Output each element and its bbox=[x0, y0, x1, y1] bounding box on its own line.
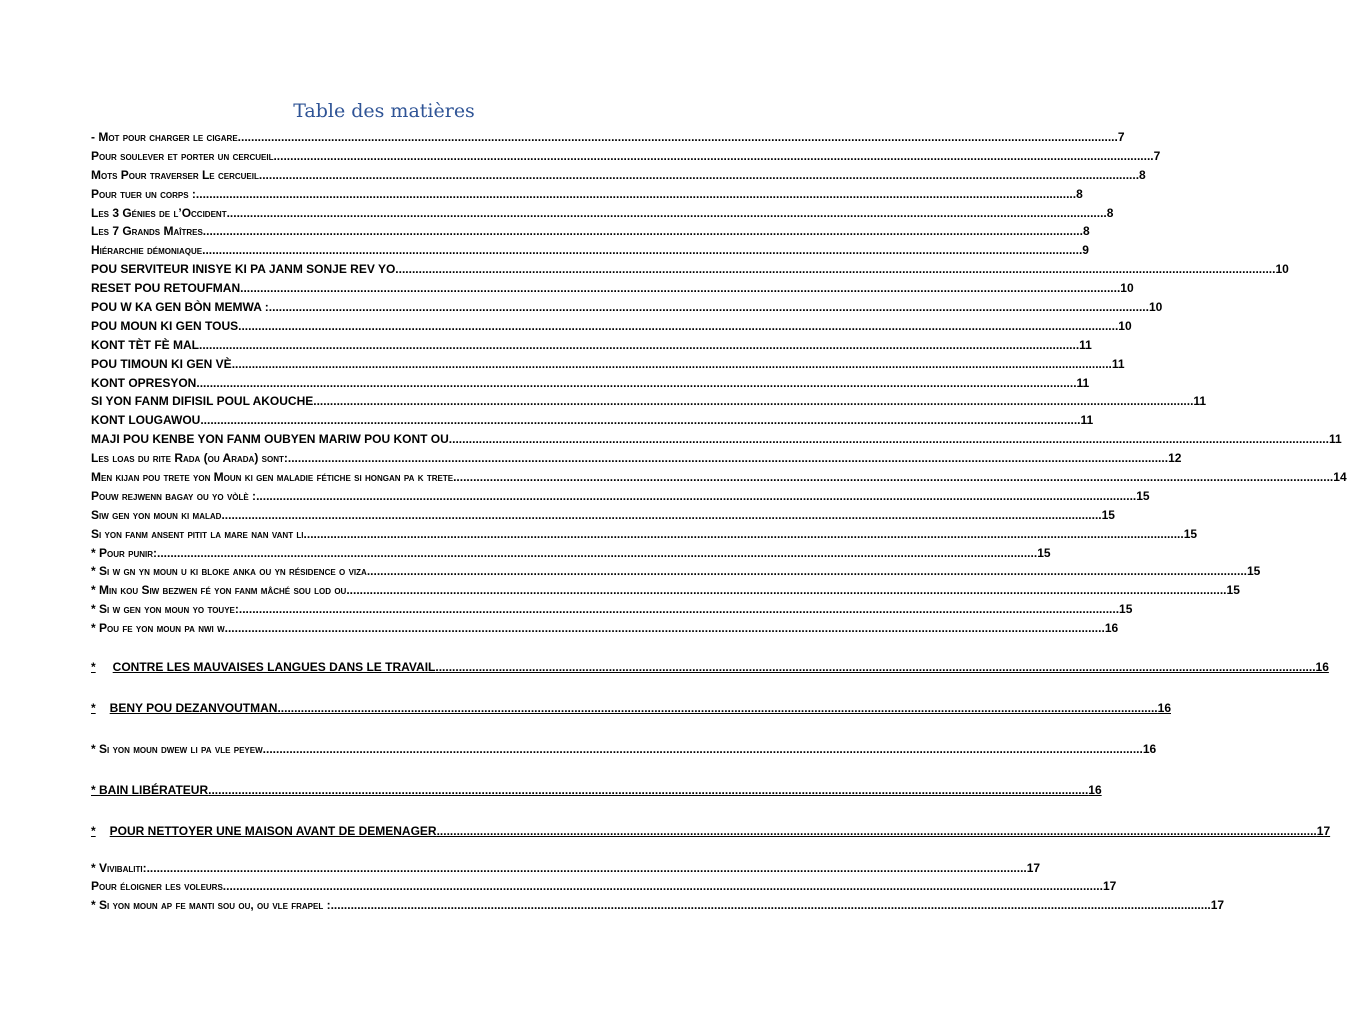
toc-entry[interactable] bbox=[91, 204, 1114, 223]
toc-leader bbox=[223, 877, 1103, 896]
toc-entry-text: SI YON FANM DIFISIL POUL AKOUCHE bbox=[91, 394, 314, 409]
toc-entry-text: Mots Pour traverser Le cercueil bbox=[91, 167, 259, 182]
toc-entry-text: * Si yon moun ap fe manti sou ou, ou vle frapel : bbox=[91, 898, 331, 913]
toc-entry-text: Men kijan pou trete yon Moun ki gen maladie fétiche si hongan pa k trete bbox=[91, 470, 454, 485]
toc-leader bbox=[331, 896, 1211, 915]
toc-leader bbox=[263, 740, 1143, 759]
toc-entry[interactable] bbox=[91, 279, 1134, 298]
toc-leader bbox=[395, 260, 1275, 279]
toc-leader bbox=[147, 859, 1027, 878]
toc-page-number: 16 bbox=[1157, 700, 1171, 715]
toc-entry-text: * Si w gen yon moun yo touye: bbox=[91, 602, 239, 617]
toc-page-number: 11 bbox=[1111, 356, 1125, 371]
toc-entry-text: Hiérarchie démoniaque bbox=[91, 243, 203, 258]
toc-page-number: 8 bbox=[1139, 167, 1146, 182]
toc-entry[interactable] bbox=[91, 260, 1289, 279]
toc-leader bbox=[240, 279, 1120, 298]
toc-page-number: 11 bbox=[1328, 432, 1342, 447]
toc-entry-label: BENY POU DEZANVOUTMAN bbox=[109, 700, 278, 715]
toc-leader bbox=[449, 430, 1329, 449]
toc-entry-text: POU TIMOUN KI GEN VÈ bbox=[91, 356, 232, 371]
toc-entry-text: * Vivibaliti: bbox=[91, 860, 147, 875]
toc-entry-text: - Mot pour charger le cigare bbox=[91, 130, 238, 144]
toc-entry-text: POU SERVITEUR INISYE KI PA JANM SONJE REV YO bbox=[91, 262, 396, 277]
toc-page-number: 17 bbox=[1316, 823, 1331, 838]
toc-entry-text: KONT LOUGAWOU bbox=[91, 413, 201, 428]
toc-entry-text: * Pou fe yon moun pa nwi w bbox=[91, 621, 225, 636]
toc-page-number: 7 bbox=[1117, 130, 1125, 144]
toc-page-number: 16 bbox=[1088, 782, 1102, 797]
toc-page-number: 16 bbox=[1104, 621, 1119, 636]
toc-leader bbox=[203, 222, 1083, 241]
toc-page-number: 15 bbox=[1119, 602, 1133, 617]
toc-entry-text: Pour éloigner les voleurs bbox=[91, 879, 223, 894]
toc-entry[interactable] bbox=[91, 506, 1115, 525]
toc-leader bbox=[157, 544, 1037, 563]
toc-bullet: * bbox=[91, 700, 96, 715]
toc-leader bbox=[346, 581, 1226, 600]
toc-leader bbox=[238, 128, 1118, 147]
toc-page-number: 15 bbox=[1226, 583, 1240, 598]
toc-leader bbox=[199, 336, 1079, 355]
toc-page-number: 11 bbox=[1193, 394, 1207, 409]
toc-leader bbox=[367, 562, 1247, 581]
toc-leader bbox=[259, 166, 1139, 185]
toc-page-number: 17 bbox=[1210, 898, 1225, 913]
toc-entry[interactable] bbox=[91, 699, 1171, 718]
toc-entry[interactable] bbox=[91, 740, 1157, 759]
toc-leader bbox=[227, 204, 1107, 223]
toc-page-number: 14 bbox=[1333, 470, 1347, 485]
toc-entry-text: * Si w gn yn moun u ki bloke anka ou yn résidence o viza bbox=[91, 564, 367, 579]
toc-entry[interactable] bbox=[91, 336, 1092, 355]
toc-page-number: 10 bbox=[1118, 318, 1132, 333]
toc-entry-text: * Min kou Siw bezwen fé yon fanm mâché sou lod ou bbox=[91, 583, 347, 598]
toc-entry-text: Pour tuer un corps : bbox=[91, 186, 196, 201]
toc-leader bbox=[239, 600, 1119, 619]
toc-leader bbox=[221, 506, 1101, 525]
toc-entry-text: KONT OPRESYON bbox=[91, 375, 197, 390]
toc-entry[interactable] bbox=[91, 468, 1347, 487]
toc-page-number: 17 bbox=[1026, 860, 1041, 875]
toc-entry[interactable] bbox=[91, 392, 1207, 411]
toc-page-number: 17 bbox=[1102, 879, 1117, 894]
toc-entry-text bbox=[91, 822, 437, 841]
toc-leader bbox=[437, 822, 1317, 841]
toc-entry[interactable] bbox=[91, 562, 1261, 581]
toc-leader bbox=[208, 781, 1088, 800]
toc-leader bbox=[256, 487, 1136, 506]
toc-page-number: 7 bbox=[1153, 148, 1161, 163]
toc-entry[interactable] bbox=[91, 411, 1094, 430]
toc-page-number: 15 bbox=[1037, 545, 1051, 560]
toc-entry-text: Les 3 Génies de l’Occident bbox=[91, 205, 227, 220]
toc-bullet: * bbox=[91, 660, 96, 675]
toc-entry[interactable] bbox=[91, 298, 1163, 317]
toc-entry[interactable] bbox=[91, 241, 1089, 260]
toc-page-number: 8 bbox=[1106, 205, 1114, 220]
toc-entry[interactable] bbox=[91, 166, 1146, 185]
toc-leader bbox=[196, 374, 1076, 393]
toc-page-number: 16 bbox=[1142, 741, 1157, 756]
toc-entry[interactable] bbox=[91, 896, 1225, 915]
toc-entry-text: KONT TÈT FÈ MAL bbox=[91, 337, 199, 352]
toc-entry-text: MAJI POU KENBE YON FANM OUBYEN MARIW POU KONT OU bbox=[91, 432, 449, 447]
toc-entry[interactable] bbox=[91, 658, 1329, 677]
toc-page-number: 15 bbox=[1101, 507, 1115, 522]
toc-entry-text bbox=[91, 658, 435, 677]
toc-page-number: 10 bbox=[1148, 300, 1163, 315]
toc-leader bbox=[288, 449, 1168, 468]
toc-leader bbox=[277, 699, 1157, 718]
toc-page-number: 15 bbox=[1136, 488, 1150, 503]
toc-leader bbox=[225, 619, 1105, 638]
toc-page-number: 11 bbox=[1080, 413, 1094, 428]
toc-page-number: 15 bbox=[1183, 526, 1198, 541]
toc-entry[interactable] bbox=[91, 600, 1133, 619]
toc-entry[interactable] bbox=[91, 581, 1240, 600]
table-of-contents bbox=[91, 128, 1347, 915]
toc-page-number: 11 bbox=[1079, 337, 1092, 352]
toc-page-number: 10 bbox=[1120, 281, 1134, 296]
toc-entry-text: Si yon fanm ansent pitit la mare nan vant li bbox=[91, 526, 304, 541]
toc-page-number: 9 bbox=[1082, 243, 1089, 258]
toc-leader bbox=[232, 355, 1112, 374]
toc-leader bbox=[269, 298, 1149, 317]
toc-leader bbox=[273, 147, 1153, 166]
toc-entry[interactable] bbox=[91, 781, 1102, 800]
toc-entry[interactable] bbox=[91, 128, 1125, 147]
toc-entry[interactable] bbox=[91, 222, 1090, 241]
toc-entry-text: RESET POU RETOUFMAN bbox=[91, 281, 241, 296]
toc-entry-text: Les loas du rite Rada (ou Arada) sont: bbox=[91, 451, 288, 466]
toc-entry-text: * Pour punir: bbox=[91, 545, 158, 560]
toc-entry[interactable] bbox=[91, 859, 1041, 878]
toc-leader bbox=[202, 241, 1082, 260]
toc-entry[interactable] bbox=[91, 147, 1161, 166]
toc-entry-text: POU MOUN KI GEN TOUS bbox=[91, 318, 239, 333]
toc-entry-label: CONTRE LES MAUVAISES LANGUES DANS LE TRAVAIL bbox=[112, 660, 436, 675]
toc-page-number: 8 bbox=[1076, 186, 1083, 201]
toc-entry-text: * Si yon moun dwew li pa vle peyew bbox=[91, 741, 263, 756]
toc-entry[interactable] bbox=[91, 487, 1150, 506]
toc-leader bbox=[453, 468, 1333, 487]
toc-leader bbox=[435, 658, 1315, 677]
toc-page-number: 8 bbox=[1082, 224, 1090, 239]
toc-leader bbox=[200, 411, 1080, 430]
toc-entry[interactable] bbox=[91, 822, 1331, 841]
toc-entry-text: * BAIN LIBÉRATEUR bbox=[91, 782, 209, 797]
toc-entry[interactable] bbox=[91, 430, 1342, 449]
toc-entry-text: Les 7 Grands Maîtres bbox=[91, 224, 203, 239]
toc-entry-text: Siw gen yon moun ki malad bbox=[91, 507, 222, 522]
toc-entry[interactable] bbox=[91, 544, 1051, 563]
toc-leader bbox=[238, 317, 1118, 336]
toc-bullet: * bbox=[91, 823, 96, 838]
toc-page-number: 15 bbox=[1246, 564, 1261, 579]
toc-entry[interactable] bbox=[91, 374, 1090, 393]
toc-page-number: 10 bbox=[1275, 262, 1289, 277]
toc-page-number: 16 bbox=[1315, 660, 1329, 675]
toc-entry[interactable] bbox=[91, 525, 1198, 544]
toc-entry[interactable] bbox=[91, 185, 1083, 204]
toc-leader bbox=[313, 392, 1193, 411]
toc-entry-text: Pour soulever et porter un cercueil bbox=[91, 148, 274, 163]
toc-entry-text: POU W KA GEN BÒN MEMWA : bbox=[91, 300, 269, 315]
toc-entry-text bbox=[91, 699, 277, 718]
toc-page-number: 12 bbox=[1168, 451, 1182, 466]
toc-entry[interactable] bbox=[91, 355, 1125, 374]
toc-title: Table des matières bbox=[293, 100, 475, 122]
toc-entry[interactable] bbox=[91, 877, 1117, 896]
toc-entry[interactable] bbox=[91, 317, 1132, 336]
toc-entry-text: Pouw rejwenn bagay ou yo vòlè : bbox=[91, 488, 257, 503]
toc-page-number: 11 bbox=[1076, 375, 1090, 390]
toc-leader bbox=[304, 525, 1184, 544]
toc-entry[interactable] bbox=[91, 619, 1119, 638]
toc-entry-label: POUR NETTOYER UNE MAISON AVANT DE DEMENAGER bbox=[109, 823, 437, 838]
toc-leader bbox=[196, 185, 1076, 204]
toc-entry[interactable] bbox=[91, 449, 1182, 468]
